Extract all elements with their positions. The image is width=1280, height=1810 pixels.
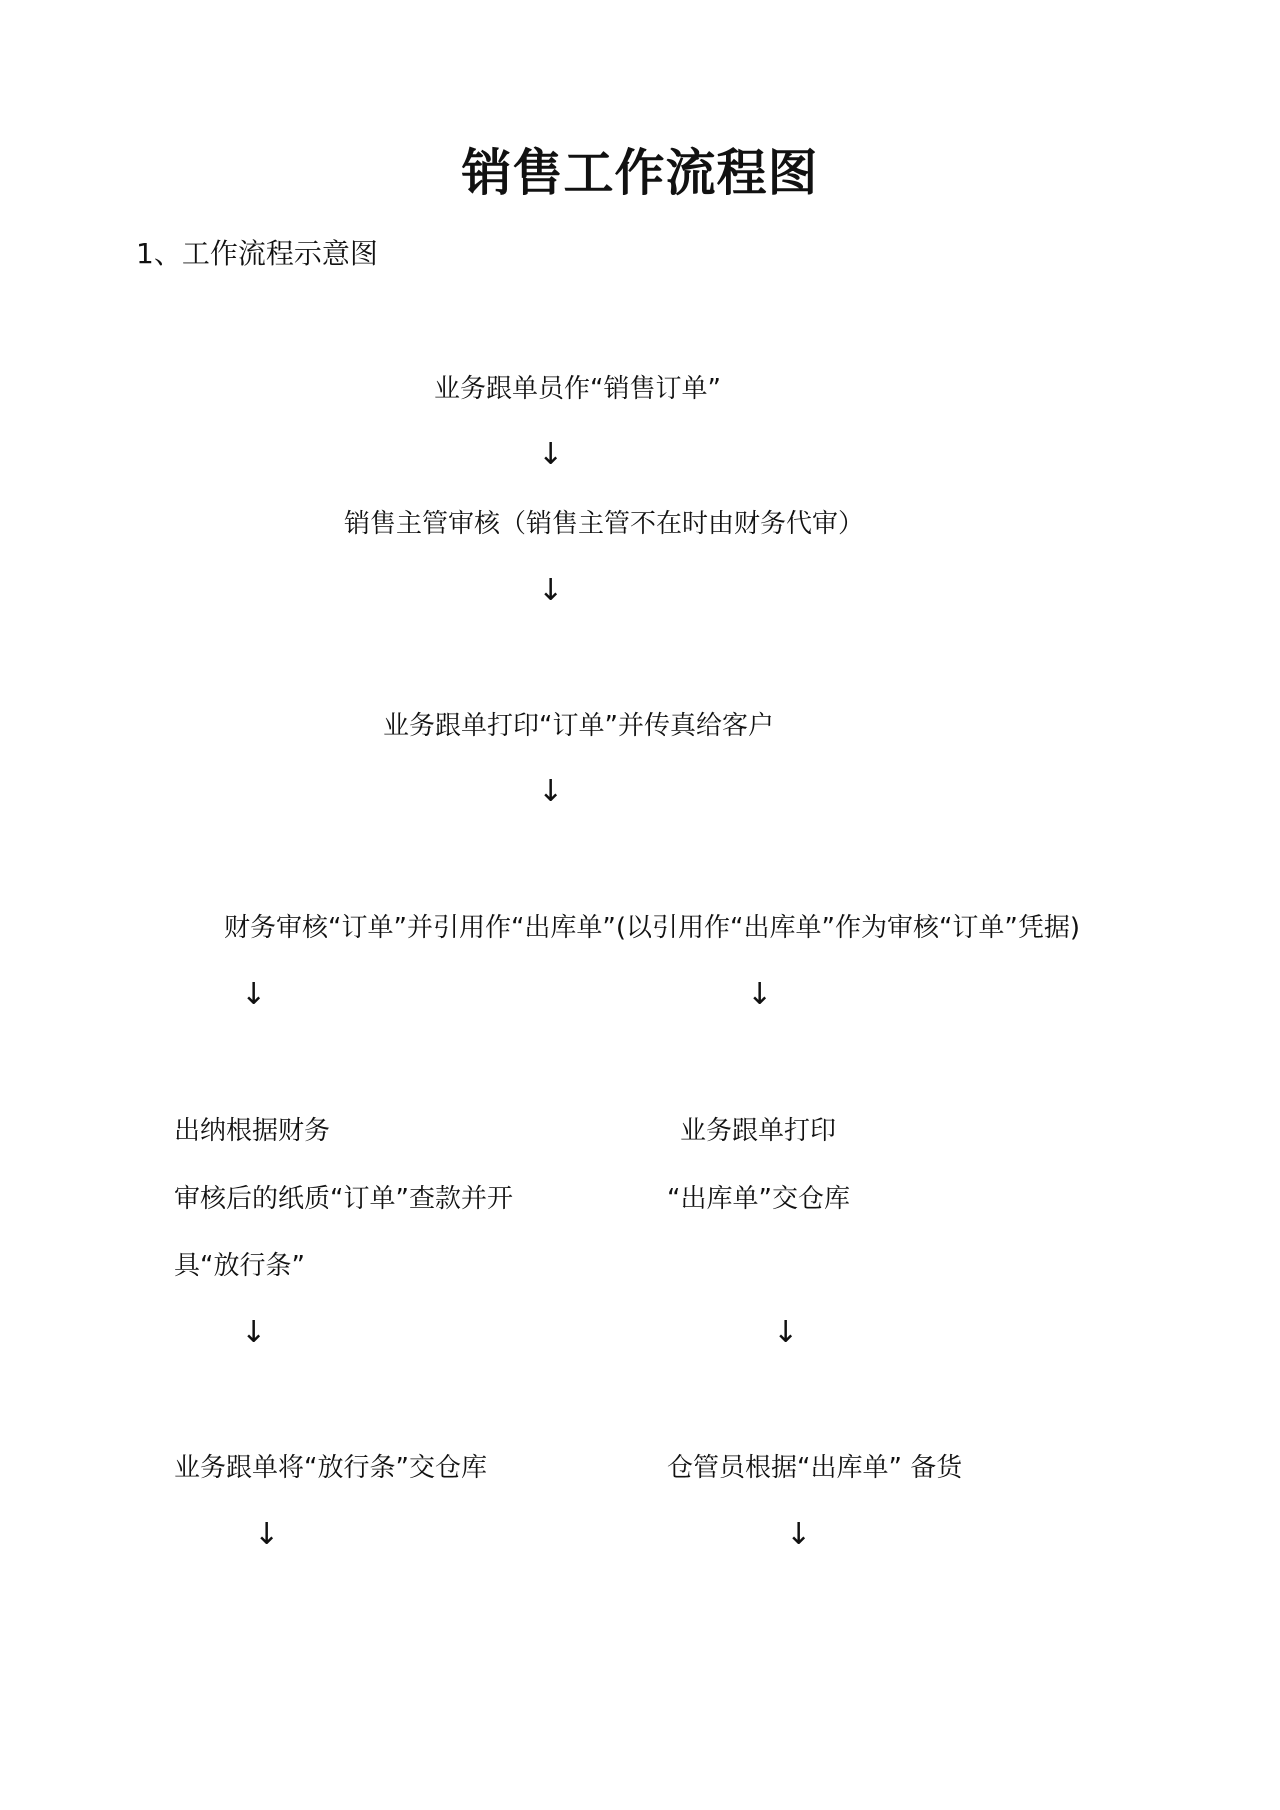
flow-step-release-slip-to-warehouse: 业务跟单将“放行条”交仓库 [174,1453,487,1483]
flow-step-cashier-line1: 出纳根据财务 [174,1116,331,1146]
flow-arrow-down-icon: ↓ [538,573,564,608]
flow-step-finance-review: 财务审核“订单”并引用作“出库单”(以引用作“出库单”作为审核“订单”凭据) [224,913,1081,943]
flow-arrow-down-icon: ↓ [786,1517,812,1552]
flow-step-create-sales-order: 业务跟单员作“销售订单” [434,374,721,404]
document-title: 销售工作流程图 [461,144,819,202]
section-heading: 1、工作流程示意图 [136,237,378,270]
flow-arrow-down-icon: ↓ [241,1315,267,1350]
flow-step-print-fax-order: 业务跟单打印“订单”并传真给客户 [383,711,774,741]
flow-step-cashier-line3: 具“放行条” [174,1251,305,1281]
flow-arrow-down-icon: ↓ [773,1315,799,1350]
flow-step-supervisor-review: 销售主管审核（销售主管不在时由财务代审） [344,509,865,539]
flow-arrow-down-icon: ↓ [538,437,564,472]
flow-arrow-down-icon: ↓ [747,977,773,1012]
flow-step-warehouse-prepare-goods: 仓管员根据“出库单” 备货 [667,1453,963,1483]
flow-arrow-down-icon: ↓ [241,977,267,1012]
flow-arrow-down-icon: ↓ [254,1517,280,1552]
flow-step-print-outbound-line2: “出库单”交仓库 [667,1184,850,1214]
flow-step-print-outbound-line1: 业务跟单打印 [680,1116,837,1146]
flow-step-cashier-line2: 审核后的纸质“订单”查款并开 [174,1184,513,1214]
flow-arrow-down-icon: ↓ [538,774,564,809]
